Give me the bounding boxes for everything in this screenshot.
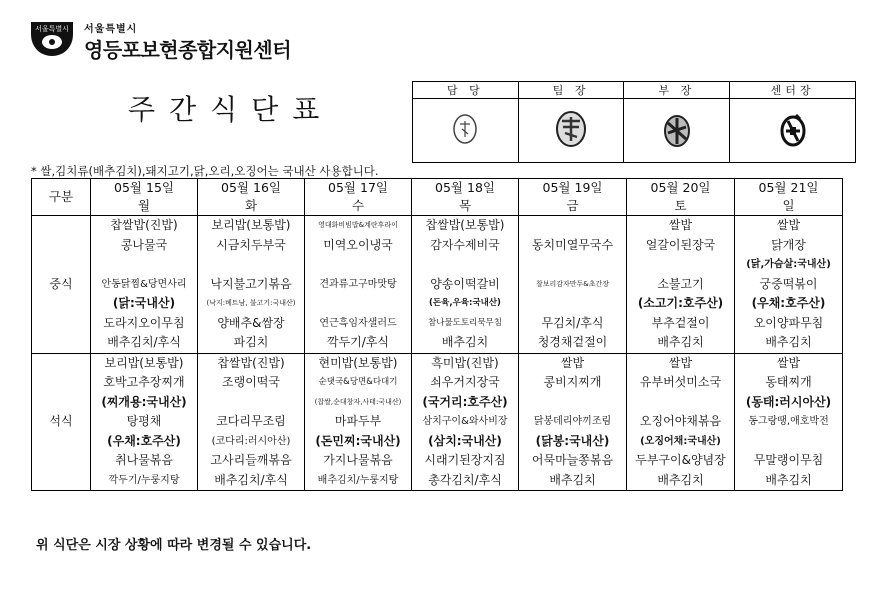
origin-note: * 쌀,김치류(배추김치),돼지고기,닭,오리,오징어는 국내산 사용합니다. — [31, 164, 379, 178]
signature-stamp-icon — [553, 109, 589, 149]
day-header — [198, 179, 305, 216]
day-header — [305, 179, 412, 216]
menu-cell — [412, 216, 519, 354]
menu-line: 안동닭찜&당면사리 — [101, 278, 187, 290]
signature-cell — [624, 99, 730, 163]
menu-line: 오징어야채볶음 — [639, 414, 722, 428]
day-date: 05월 19일 — [542, 180, 603, 195]
day-date: 05월 18일 — [435, 180, 495, 195]
menu-line: 소불고기 — [657, 276, 704, 291]
approval-table — [412, 81, 856, 163]
menu-line: 동그랑땡,애호박전 — [748, 416, 829, 427]
logo-text: 서울특별시 — [35, 25, 69, 33]
seoul-logo-icon — [29, 18, 75, 58]
menu-line: (우채:호주산) — [751, 296, 826, 310]
menu-line: (돈육,우육:국내산) — [429, 298, 501, 308]
menu-line: 쌀밥 — [776, 355, 801, 370]
day-weekday: 목 — [458, 198, 472, 213]
org-name: 영등포보현종합지원센터 — [84, 38, 292, 62]
menu-line — [628, 393, 733, 413]
menu-line — [306, 255, 410, 275]
menu-line: 시래기된장지짐 — [424, 453, 506, 467]
menu-line: 배추김치 — [657, 472, 704, 487]
menu-line: 배추김치/누룽지탕 — [317, 474, 399, 486]
menu-line: 닭봉데리야끼조림 — [533, 416, 612, 427]
menu-line: (우채:호주산) — [107, 433, 181, 448]
menu-line: 총각김치/후식 — [428, 472, 502, 487]
menu-line: 얼갈이된장국 — [645, 237, 716, 252]
signature-stamp-icon — [450, 112, 480, 146]
approval-label: 담 당 — [413, 82, 519, 99]
approval-label: 부 장 — [624, 82, 730, 99]
menu-line: 어묵마늘쫑볶음 — [531, 453, 614, 467]
day-weekday: 월 — [137, 198, 151, 213]
menu-line — [199, 393, 303, 413]
menu-cell — [627, 353, 735, 491]
day-weekday: 일 — [782, 198, 795, 213]
menu-line: 부추겉절이 — [651, 315, 710, 330]
day-header — [91, 179, 198, 216]
day-weekday: 금 — [566, 198, 579, 213]
menu-line: 도라지오이무침 — [103, 315, 185, 330]
menu-cell — [198, 353, 305, 491]
day-date: 05월 21일 — [758, 180, 819, 195]
menu-line: (닭,가슴살:국내산) — [746, 259, 831, 270]
day-weekday: 토 — [674, 198, 687, 213]
menu-line: 고사리들깨볶음 — [210, 453, 292, 467]
menu-line: 양송이떡갈비 — [430, 276, 500, 291]
menu-cell — [305, 216, 412, 354]
approval-label: 팀 장 — [518, 82, 624, 99]
menu-line: (찌개용:국내산) — [101, 394, 187, 409]
menu-line: 호박고추장찌개 — [103, 375, 185, 389]
signature-cell — [413, 99, 519, 163]
menu-line: 파김치 — [233, 335, 269, 349]
menu-line: 찹쌀밥(보통밥) — [425, 218, 505, 232]
menu-cell — [198, 216, 305, 354]
menu-line: 청경채겉절이 — [537, 335, 608, 349]
menu-line: 쌀밥 — [668, 355, 693, 370]
menu-line: (오징어채:국내산) — [640, 435, 721, 447]
menu-line: 순댓국&당면&다대기 — [318, 377, 398, 387]
menu-line: 깍두기/후식 — [326, 335, 389, 349]
menu-line: 참나물도토리묵무침 — [428, 317, 502, 328]
menu-line: 보리밥(보통밥) — [211, 218, 291, 232]
menu-line: 쌀밥 — [776, 218, 801, 232]
menu-line — [628, 255, 733, 275]
approval-label: 센터장 — [730, 82, 856, 99]
meal-label: 석식 — [32, 353, 91, 491]
meal-label: 중식 — [32, 216, 91, 354]
menu-line: 연근흑임자샐러드 — [319, 317, 397, 329]
menu-line: 동태찌개 — [765, 375, 812, 389]
day-header — [412, 179, 519, 216]
menu-line: 현미밥(보통밥) — [318, 355, 398, 370]
menu-cell — [519, 216, 627, 354]
menu-line: 무말랭이무침 — [753, 453, 824, 467]
menu-line: 시금치두부국 — [216, 237, 286, 252]
menu-line: 쇠우거지장국 — [430, 375, 500, 389]
menu-line: (돈민찌:국내산) — [315, 433, 401, 448]
menu-line: 찹쌀밥(진밥) — [217, 355, 285, 370]
menu-line: 오이양파무침 — [753, 315, 824, 330]
menu-line: 가지나물볶음 — [323, 453, 393, 467]
menu-line: (소고기:호주산) — [637, 296, 724, 310]
menu-line: 닭개장 — [771, 237, 806, 252]
menu-line: 두부구이&양념장 — [635, 453, 726, 467]
menu-table — [31, 178, 843, 491]
day-date: 05월 20일 — [650, 180, 711, 195]
menu-cell — [412, 353, 519, 491]
menu-line — [520, 216, 625, 236]
menu-line: 궁중떡볶이 — [759, 276, 818, 291]
menu-line: (닭:국내산) — [112, 296, 176, 310]
lunch-row — [32, 216, 843, 354]
day-date: 05월 15일 — [114, 180, 174, 195]
menu-line: 찹쌀밥(진밥) — [110, 218, 178, 232]
menu-line: 유부버섯미소국 — [639, 375, 722, 389]
menu-line — [520, 255, 625, 275]
day-header — [627, 179, 735, 216]
day-date: 05월 17일 — [328, 180, 388, 195]
menu-line: (삼치:국내산) — [428, 433, 502, 448]
footer-note: 위 식단은 시장 상황에 따라 변경될 수 있습니다. — [36, 538, 312, 553]
menu-line: 콩나물국 — [120, 237, 168, 252]
menu-cell — [735, 216, 843, 354]
menu-line: (닭봉:국내산) — [535, 433, 610, 448]
menu-line: 코다리무조림 — [216, 414, 286, 428]
menu-line: 감자수제비국 — [430, 237, 500, 252]
menu-line: 배추김치 — [657, 335, 704, 349]
menu-line: 양배추&쌈장 — [217, 315, 285, 330]
menu-cell — [519, 353, 627, 491]
org-sub: 서울특별시 — [84, 24, 138, 35]
menu-line — [520, 294, 625, 314]
menu-line — [520, 393, 625, 413]
menu-line: 견과류고구마맛탕 — [319, 278, 397, 290]
menu-line: 보리밥(보통밥) — [104, 355, 184, 370]
header-row — [32, 179, 843, 216]
menu-cell — [305, 353, 412, 491]
menu-line: 삼치구이&와사비장 — [422, 416, 508, 427]
signature-cell — [730, 99, 856, 163]
day-date: 05월 16일 — [221, 180, 281, 195]
signature-stamp-icon — [776, 109, 810, 149]
menu-line: 동치미열무국수 — [531, 237, 614, 252]
menu-line: 배추김치 — [765, 472, 812, 487]
menu-cell — [735, 353, 843, 491]
menu-cell — [627, 216, 735, 354]
menu-line: 배추김치/후식 — [107, 335, 181, 349]
day-header — [735, 179, 843, 216]
menu-line: (찹쌀,순대창자,사태:국내산) — [314, 397, 402, 406]
menu-line: 흑미밥(진밥) — [431, 355, 499, 370]
signature-stamp-icon — [660, 109, 694, 149]
menu-line: 쌀밥 — [668, 218, 693, 232]
menu-line: 낙지불고기볶음 — [210, 276, 292, 291]
menu-line: 취나물볶음 — [115, 453, 173, 467]
menu-line: 영대화비빔밥&계란후라이 — [318, 221, 398, 229]
menu-line: 찰보리감자만두&초간장 — [535, 279, 610, 288]
signature-cell — [518, 99, 624, 163]
menu-line: (동태:러시아산) — [745, 394, 832, 409]
menu-line: 조랭이떡국 — [222, 375, 280, 389]
menu-line: 미역오이냉국 — [323, 237, 393, 252]
day-weekday: 화 — [244, 198, 258, 213]
menu-line: (국거리:호주산) — [422, 394, 508, 409]
menu-line: 배추김치/후식 — [214, 472, 288, 487]
menu-line — [92, 255, 196, 275]
dinner-row — [32, 353, 843, 491]
menu-line: (낙지:베트남, 불고기:국내산) — [206, 299, 296, 307]
menu-line: 깍두기/누룽지탕 — [108, 474, 180, 486]
menu-line: 배추김치 — [549, 472, 596, 487]
menu-line: 탕평채 — [126, 414, 162, 428]
menu-line: 콩비지찌개 — [543, 375, 602, 389]
page-title: 주간식단표 — [128, 93, 334, 126]
menu-cell — [91, 353, 198, 491]
menu-line: 쌀밥 — [560, 355, 585, 370]
menu-line — [306, 294, 410, 314]
day-header — [519, 179, 627, 216]
menu-line: 마파두부 — [334, 414, 382, 428]
menu-line — [736, 432, 841, 452]
column-label: 구분 — [32, 179, 91, 216]
menu-line: 배추김치 — [441, 335, 489, 349]
menu-line — [199, 255, 303, 275]
menu-line — [413, 255, 517, 275]
menu-line: 무김치/후식 — [541, 315, 604, 330]
menu-line: (코다리:러시아산) — [211, 435, 291, 447]
menu-line: 배추김치 — [765, 335, 812, 349]
menu-cell — [91, 216, 198, 354]
day-weekday: 수 — [351, 198, 365, 213]
